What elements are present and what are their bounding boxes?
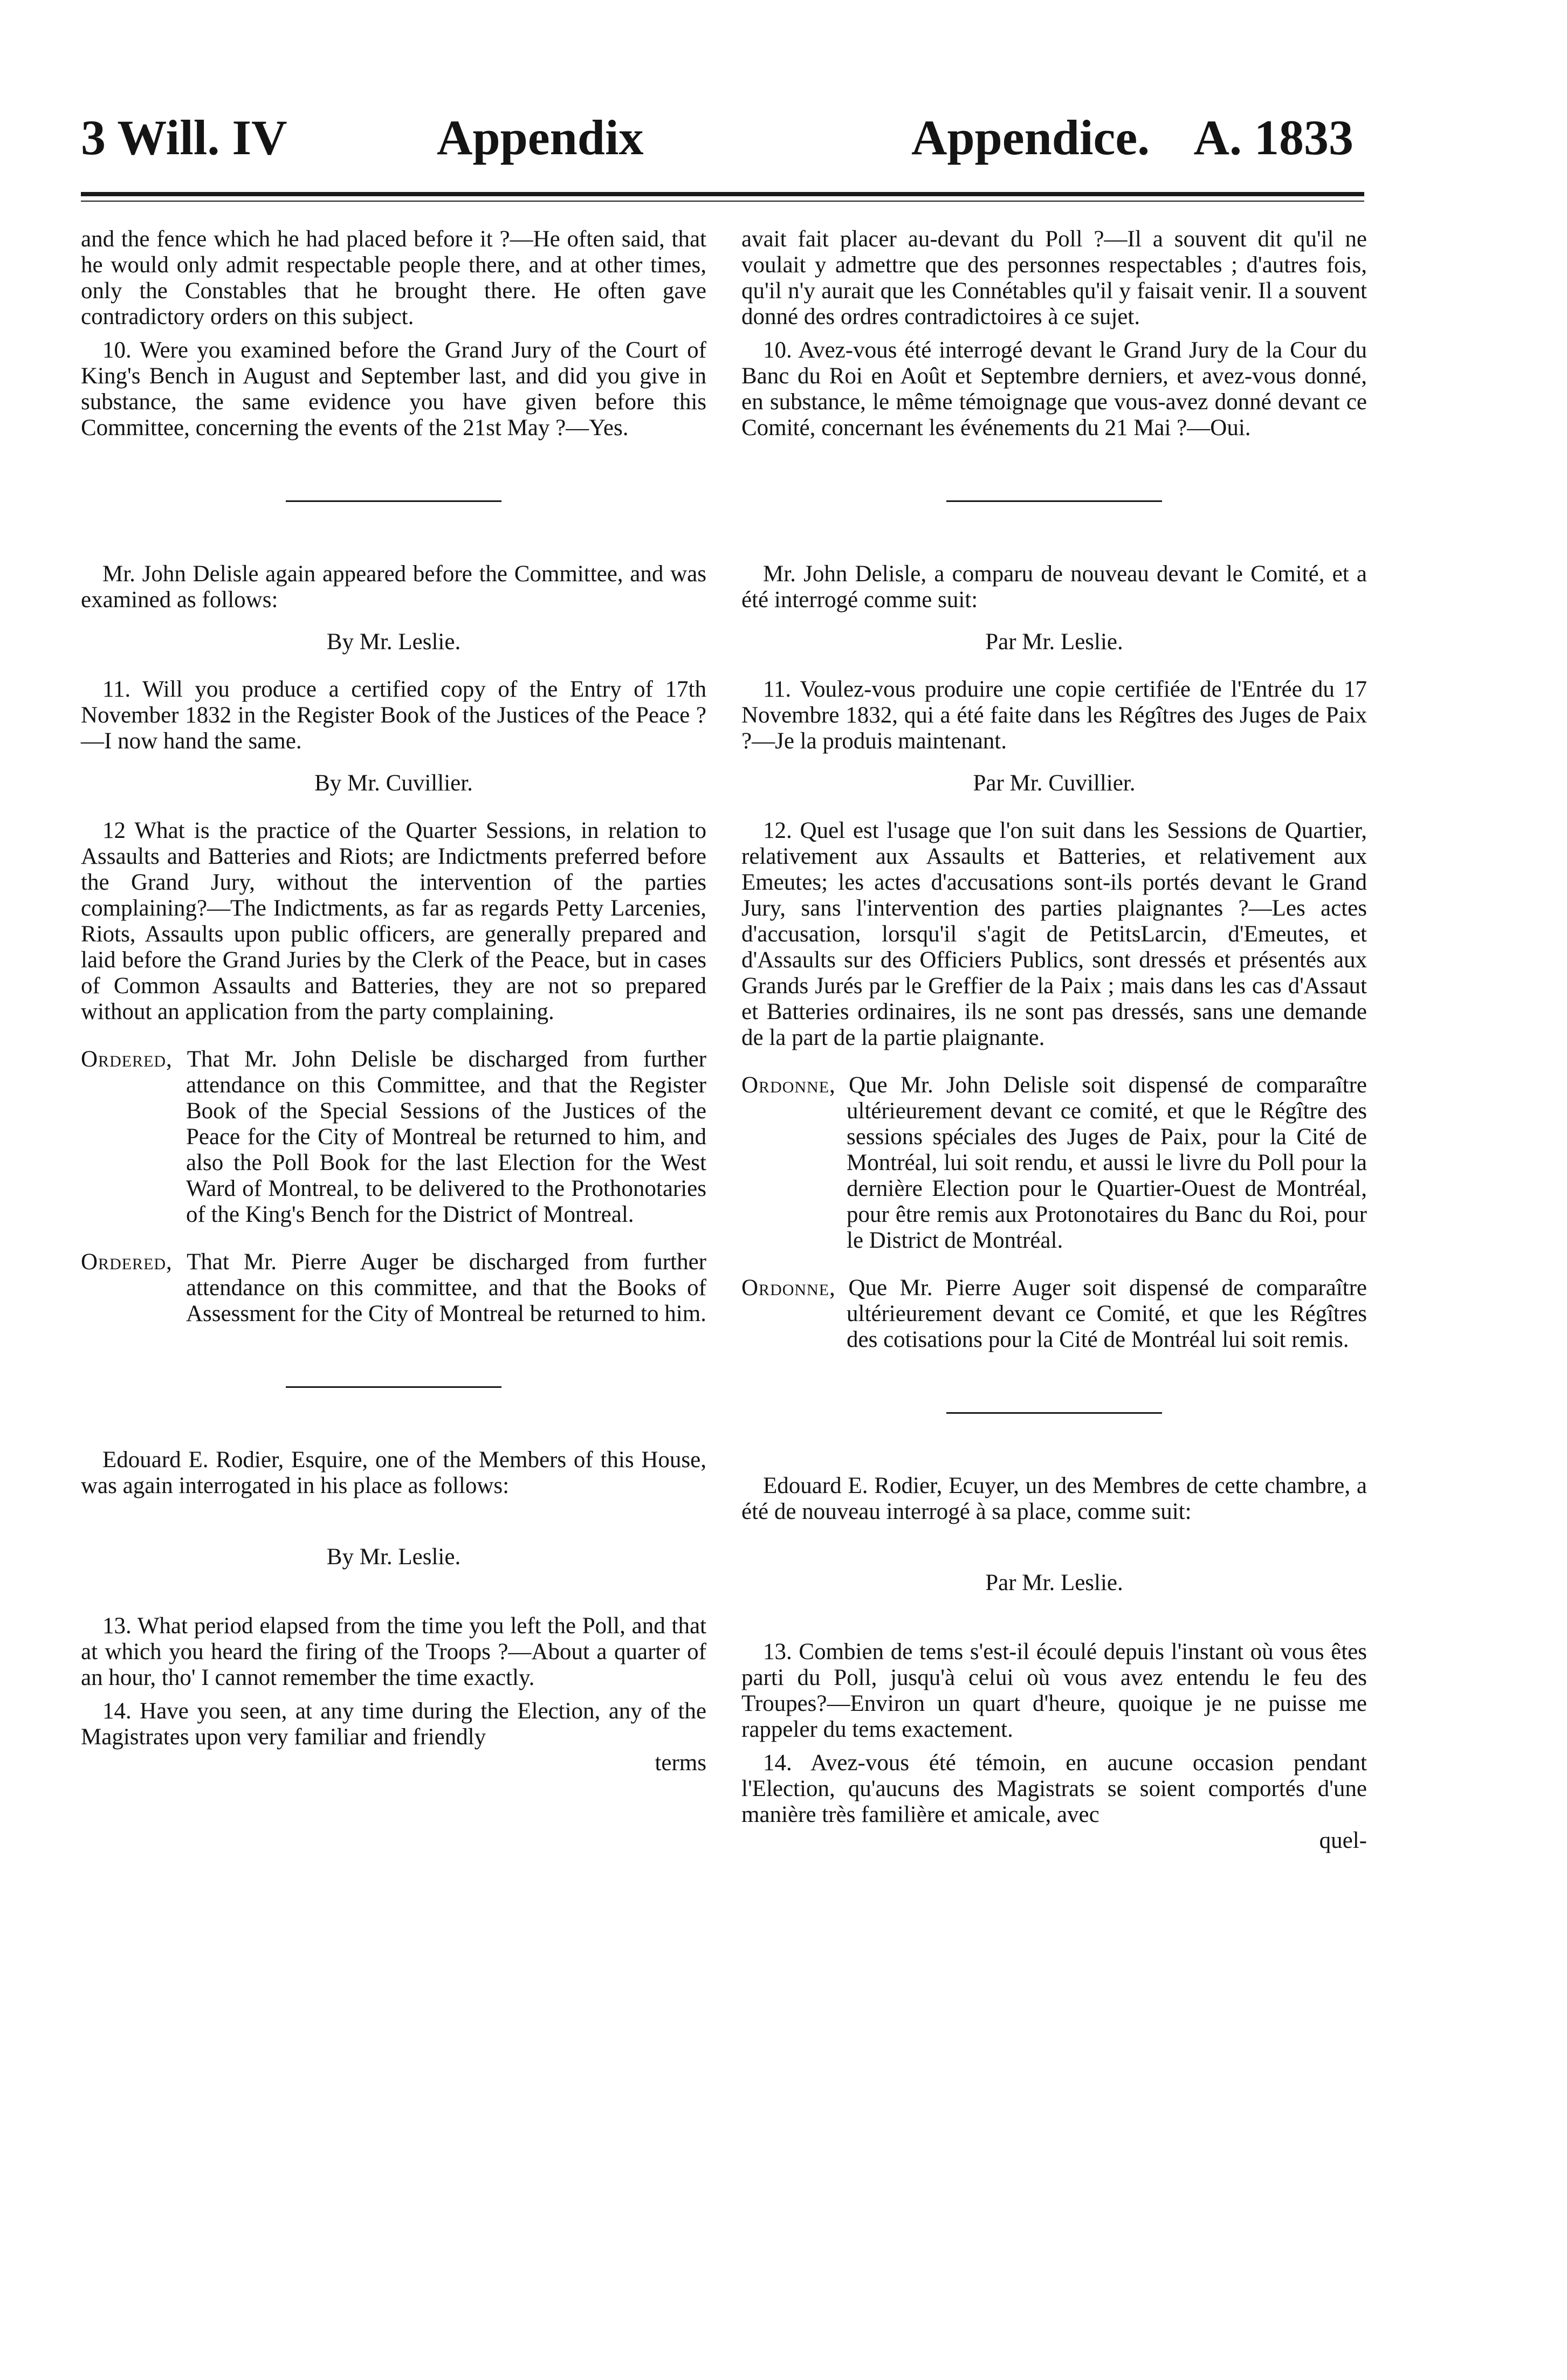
- en-question-10: 10. Were you examined before the Grand Jury of the Court of King's Bench in August and September last, and did you give in substance, the same evidence you have given before this Committee, concerning the events of the 21st May ?—Yes.: [81, 338, 706, 441]
- en-delisle-intro: Mr. John Delisle again appeared before the Committee, and was examined as follows:: [81, 561, 706, 613]
- en-question-14: 14. Have you seen, at any time during the Election, any of the Magistrates upon very familiar and friendly: [81, 1698, 706, 1750]
- fr-question-12: 12. Quel est l'usage que l'on suit dans les Sessions de Quartier, relativement aux Assaults et Batteries, et relativement aux Emeutes; les actes d'accusations sont-ils portés devant le Grand Jury, sans l'intervention des parties plaignantes ?—Les actes d'accusation, lorsqu'il s'agit de PetitsLarcin, d'Emeutes, et d'Assaults sur des Officiers Publics, sont dressés et présentés aux Grands Jurés par le Greffier de la Paix ; mais dans les cas d'Assaut et Batteries ordinaires, ils ne sont pas dressés, sans une demande de la part de la partie plaignante.: [741, 818, 1367, 1050]
- fr-order-text: Que Mr. John Delisle soit dispensé de comparaître ultérieurement devant ce comité, et que le Régître des sessions spéciales des Juges de Paix, pour la Cité de Montréal, lui soit rendu, et aussi le livre du Poll pour la dernière Election pour le Quartier-Ouest de Montréal, pour être remis aux Protonotaires du Banc du Roi, pour le District de Montréal.: [847, 1072, 1367, 1253]
- en-order-text: That Mr. Pierre Auger be discharged from further attendance on this committee, and that the Books of Assessment for the City of Montreal be returned to him.: [186, 1249, 706, 1326]
- fr-section-divider: [946, 500, 1162, 502]
- header-rule-thick: [81, 192, 1364, 196]
- header-session: 3 Will. IV: [81, 110, 287, 165]
- fr-order-label: Ordonne,: [741, 1072, 836, 1098]
- fr-section-divider: [946, 1412, 1162, 1414]
- header-appendix-fr: Appendice.: [911, 110, 1150, 165]
- en-heading-by-leslie-2: By Mr. Leslie.: [326, 1544, 461, 1570]
- fr-question-13: 13. Combien de tems s'est-il écoulé depuis l'instant où vous êtes parti du Poll, jusqu'à celui où vous avez entendu le feu des Troupes?—Environ un quart d'heure, quoique je ne puisse me rappeler du tems exactement.: [741, 1639, 1367, 1742]
- en-order-text: That Mr. John Delisle be discharged from further attendance on this Committee, and that the Register Book of the Special Sessions of the Justices of the Peace for the City of Montreal be returned to him, and also the Poll Book for the last Election for the West Ward of Montreal, to be delivered to the Prothonotaries of the King's Bench for the District of Montreal.: [186, 1047, 706, 1227]
- fr-catchword: quel-: [1319, 1828, 1367, 1853]
- fr-heading-par-leslie: Par Mr. Leslie.: [985, 629, 1123, 655]
- fr-heading-par-cuvillier: Par Mr. Cuvillier.: [973, 771, 1136, 796]
- en-paragraph-continued: and the fence which he had placed before it ?—He often said, that he would only admit respectable people there, and at other times, only the Constables that he brought there. He often gave contradictory orders on this subject.: [81, 226, 706, 329]
- en-order-label: Ordered,: [81, 1047, 173, 1072]
- header-appendix-en: Appendix: [437, 110, 644, 165]
- header-rule-thin: [81, 201, 1364, 202]
- fr-rodier-intro: Edouard E. Rodier, Ecuyer, un des Membres de cette chambre, a été de nouveau interrogé à sa place, comme suit:: [741, 1473, 1367, 1524]
- fr-question-14: 14. Avez-vous été témoin, en aucune occasion pendant l'Election, qu'aucuns des Magistrats se soient comportés d'une manière très familière et amicale, avec: [741, 1750, 1367, 1827]
- en-order-label: Ordered,: [81, 1249, 173, 1275]
- en-question-11: 11. Will you produce a certified copy of the Entry of 17th November 1832 in the Register Book of the Justices of the Peace ?—I now hand the same.: [81, 677, 706, 754]
- en-catchword: terms: [655, 1750, 706, 1776]
- fr-order-label: Ordonne,: [741, 1275, 836, 1301]
- fr-order-text: Que Mr. Pierre Auger soit dispensé de comparaître ultérieurement devant ce Comité, et que les Régîtres des cotisations pour la Cité de Montréal lui soit remis.: [847, 1275, 1367, 1352]
- french-column: [741, 226, 1367, 2329]
- en-heading-by-leslie: By Mr. Leslie.: [326, 629, 461, 655]
- en-section-divider: [286, 500, 501, 502]
- fr-heading-par-leslie-2: Par Mr. Leslie.: [985, 1570, 1123, 1595]
- en-order-auger: [81, 1249, 706, 1327]
- fr-question-11: 11. Voulez-vous produire une copie certifiée de l'Entrée du 17 Novembre 1832, qui a été faite dans les Régîtres des Juges de Paix ?—Je la produis maintenant.: [741, 677, 1367, 754]
- fr-order-delisle: [741, 1072, 1367, 1254]
- en-heading-by-cuvillier: By Mr. Cuvillier.: [314, 771, 473, 796]
- fr-order-auger: [741, 1275, 1367, 1353]
- en-section-divider: [286, 1386, 501, 1388]
- en-question-12: 12 What is the practice of the Quarter Sessions, in relation to Assaults and Batteries and Riots; are Indictments preferred before the Grand Jury, without the intervention of the parties complaining?—The Indictments, as far as regards Petty Larcenies, Riots, Assaults upon public officers, are generally prepared and laid before the Grand Juries by the Clerk of the Peace, but in cases of Common Assaults and Batteries, they are not so prepared without an application from the party complaining.: [81, 818, 706, 1024]
- header-appendix-letter-year: A. 1833: [1193, 110, 1353, 165]
- en-order-delisle: [81, 1047, 706, 1228]
- page-header: [81, 108, 1353, 167]
- en-question-13: 13. What period elapsed from the time you left the Poll, and that at which you heard the firing of the Troops ?—About a quarter of an hour, tho' I cannot remember the time exactly.: [81, 1613, 706, 1690]
- english-column: [81, 226, 706, 2329]
- en-rodier-intro: Edouard E. Rodier, Esquire, one of the Members of this House, was again interrogated in his place as follows:: [81, 1447, 706, 1498]
- fr-delisle-intro: Mr. John Delisle, a comparu de nouveau devant le Comité, et a été interrogé comme suit:: [741, 561, 1367, 613]
- fr-paragraph-continued: avait fait placer au-devant du Poll ?—Il a souvent dit qu'il ne voulait y admettre que des personnes respectables ; d'autres fois, qu'il n'y aurait que les Connétables qu'il y faisait venir. Il a souvent donné des ordres contradictoires à ce sujet.: [741, 226, 1367, 329]
- fr-question-10: 10. Avez-vous été interrogé devant le Grand Jury de la Cour du Banc du Roi en Août et Septembre derniers, et avez-vous donné, en substance, le même témoignage que vous-avez donné devant ce Comité, concernant les événements du 21 Mai ?—Oui.: [741, 338, 1367, 441]
